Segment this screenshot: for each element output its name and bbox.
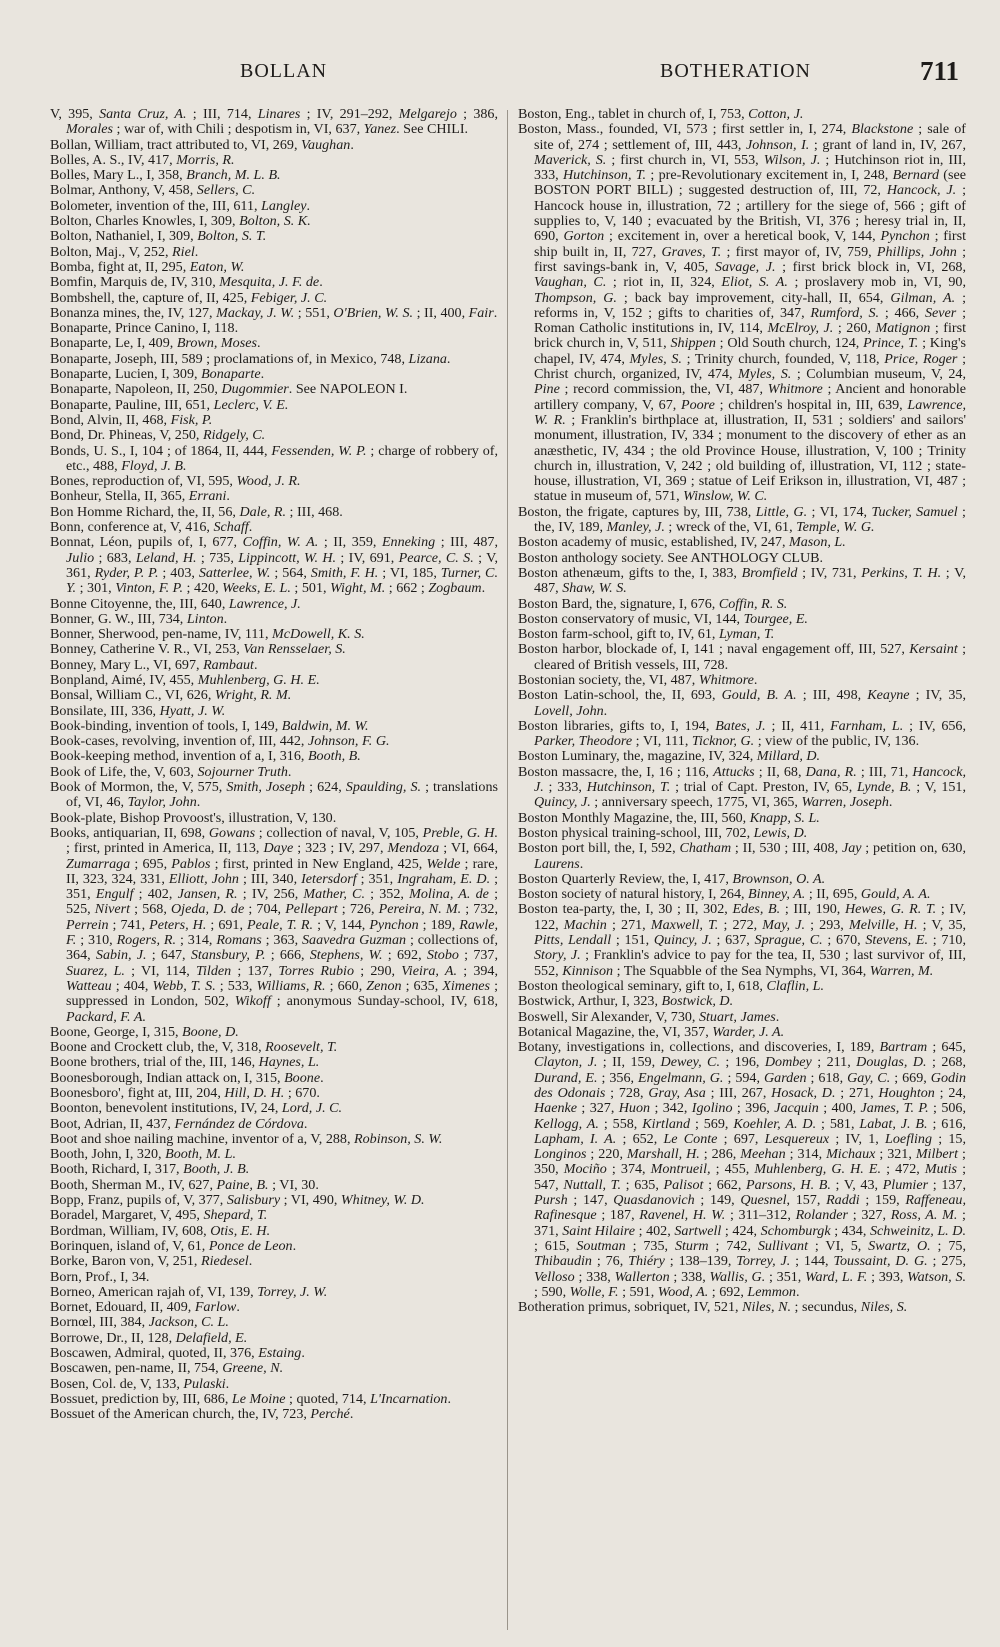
index-entry: Books, antiquarian, II, 698, Gowans ; collection of naval, V, 105, Preble, G. H. ; first, printed in America, II, 113, Daye ; 323 ; IV, 297, Mendoza ; VI, 664, Zumarraga ; 695, Pablos ; first, printed in New England, 425, Welde ; rare, II, 323, 324, 331, Elliott, John ; III, 340, Ietersdorf ; 351, Ingraham, E. D. ; 351, Engulf ; 402, Jansen, R. ; IV, 256, Mather, C. ; 352, Molina, A. de ; 525, Nivert ; 568, Ojeda, D. de ; 704, Pellepart ; 726, Pereira, N. M. ; 732, Perrein ; 741, Peters, H. ; 691, Peale, T. R. ; V, 144, Pynchon ; 189, Rawle, F. ; 310, Rogers, R. ; 314, Romans ; 363, Saavedra Guzman ; collections of, 364, Sabin, J. ; 647, Stansbury, P. ; 666, Stephens, W. ; 692, Stobo ; 737, Suarez, L. ; VI, 114, Tilden ; 137, Torres Rubio ; 290, Vieira, A. ; 394, Watteau ; 404, Webb, T. S. ; 533, Williams, R. ; 660, Zenon ; 635, Ximenes ; suppressed in London, 502, Wikoff ; anonymous Sunday-school, IV, 618, Packard, F. A. — [50, 824, 498, 1025]
index-entry: Bolmar, Anthony, V, 458, Sellers, C. — [50, 182, 256, 199]
index-entry: Boston Bard, the, signature, I, 676, Coffin, R. S. — [518, 595, 788, 612]
index-entry: Boston theological seminary, gift to, I, 618, Claflin, L. — [518, 977, 825, 994]
index-entry: Boone and Crockett club, the, V, 318, Roosevelt, T. — [50, 1039, 338, 1056]
index-entry: Boradel, Margaret, V, 495, Shepard, T. — [50, 1207, 268, 1224]
index-entry: Boonesboro', fight at, III, 204, Hill, D. H. ; 670. — [50, 1085, 320, 1101]
index-entry: Bonney, Mary L., VI, 697, Rambaut. — [50, 656, 258, 673]
index-entry: Boston anthology society. See ANTHOLOGY CLUB. — [518, 549, 824, 566]
index-entry: Boston, Eng., tablet in church of, I, 753, Cotton, J. — [518, 107, 804, 122]
right-column — [518, 107, 966, 1637]
index-entry: Boston Monthly Magazine, the, III, 560, Knapp, S. L. — [518, 809, 820, 826]
index-entry: Bordman, William, IV, 608, Otis, E. H. — [50, 1222, 271, 1239]
index-entry: Bostwick, Arthur, I, 323, Bostwick, D. — [518, 993, 734, 1010]
index-entry: Book-binding, invention of tools, I, 149, Baldwin, M. W. — [50, 717, 369, 734]
index-entry: Boonesborough, Indian attack on, I, 315, Boone. — [50, 1069, 324, 1086]
index-entry: Bond, Alvin, II, 468, Fisk, P. — [50, 411, 213, 428]
index-entry: V, 395, Santa Cruz, A. ; III, 714, Linares ; IV, 291–292, Melgarejo ; 386, Morales ; war of, with Chili ; despotism in, VI, 637, Yanez. See CHILI. — [50, 107, 498, 138]
index-entry: Bolton, Charles Knowles, I, 309, Bolton, S. K. — [50, 213, 311, 230]
index-entry: Bonds, U. S., I, 104 ; of 1864, II, 444, Fessenden, W. P. ; charge of robbery of, etc., 488, Floyd, J. B. — [50, 442, 498, 474]
index-entry: Bonanza mines, the, IV, 127, Mackay, J. W. ; 551, O'Brien, W. S. ; II, 400, Fair. — [50, 304, 498, 321]
index-entry: Book-plate, Bishop Provoost's, illustration, V, 130. — [50, 809, 337, 826]
index-entry: Botanical Magazine, the, VI, 357, Warder, J. A. — [518, 1023, 785, 1040]
index-entry: Bomba, fight at, II, 295, Eaton, W. — [50, 258, 245, 275]
index-entry: Botany, investigations in, collections, and discoveries, I, 189, Bartram ; 645, Clayton, J. ; II, 159, Dewey, C. ; 196, Dombey ; 211, Douglas, D. ; 268, Durand, E. ; 356, Engelmann, G. ; 594, Garden ; 618, Gay, C. ; 669, Godin des Odonais ; 728, Gray, Asa ; III, 267, Hosack, D. ; 271, Houghton ; 24, Haenke ; 327, Huon ; 342, Igolino ; 396, Jacquin ; 400, James, T. P. ; 506, Kellogg, A. ; 558, Kirtland ; 569, Koehler, A. D. ; 581, Labat, J. B. ; 616, Lapham, I. A. ; 652, Le Conte ; 697, Lesquereux ; IV, 1, Loefling ; 15, Longinos ; 220, Marshall, H. ; 286, Meehan ; 314, Michaux ; 321, Milbert ; 350, Mociño ; 374, Montrueil, ; 455, Muhlenberg, G. H. E. ; 472, Mutis ; 547, Nuttall, T. ; 635, Palisot ; 662, Parsons, H. B. ; V, 43, Plumier ; 137, Pursh ; 147, Quasdanovich ; 149, Quesnel, 157, Raddi ; 159, Raffeneau, Rafinesque ; 187, Ravenel, H. W. ; 311–312, Rolander ; 327, Ross, A. M. ; 371, Saint Hilaire ; 402, Sartwell ; 424, Schomburgk ; 434, Schweinitz, L. D. ; 615, Soutman ; 735, Sturm ; 742, Sullivant ; VI, 5, Swartz, O. ; 75, Thibaudin ; 76, Thiéry ; 138–139, Torrey, J. ; 144, Toussaint, D. G. ; 275, Velloso ; 338, Wallerton ; 338, Wallis, G. ; 351, Ward, L. F. ; 393, Watson, S. ; 590, Wolle, F. ; 591, Wood, A. ; 692, Lemmon. — [518, 1039, 966, 1300]
index-entry: Book of Life, the, V, 603, Sojourner Truth. — [50, 763, 292, 780]
index-entry: Booth, Sherman M., IV, 627, Paine, B. ; VI, 30. — [50, 1176, 319, 1193]
column-divider — [507, 110, 508, 1630]
index-entry: Bolometer, invention of the, III, 611, Langley. — [50, 197, 310, 214]
index-entry: Boscawen, Admiral, quoted, II, 376, Estaing. — [50, 1345, 305, 1362]
index-entry: Borke, Baron von, V, 251, Riedesel. — [50, 1253, 253, 1270]
index-entry: Boston Luminary, the, magazine, IV, 324, Millard, D. — [518, 748, 821, 765]
index-entry: Booth, Richard, I, 317, Booth, J. B. — [50, 1161, 250, 1178]
index-entry: Bolles, Mary L., I, 358, Branch, M. L. B. — [50, 167, 281, 184]
index-entry: Boston conservatory of music, VI, 144, Tourgee, E. — [518, 610, 808, 627]
index-entry: Boston farm-school, gift to, IV, 61, Lyman, T. — [518, 626, 775, 643]
index-entry: Bonner, G. W., III, 734, Linton. — [50, 610, 228, 627]
index-entry: Bolton, Maj., V, 252, Riel. — [50, 243, 199, 260]
index-entry: Boston academy of music, established, IV, 247, Mason, L. — [518, 534, 846, 551]
index-entry: Bones, reproduction of, VI, 595, Wood, J. R. — [50, 473, 301, 490]
index-entry: Bonaparte, Lucien, I, 309, Bonaparte. — [50, 366, 265, 383]
index-entry: Boston port bill, the, I, 592, Chatham ; II, 530 ; III, 408, Jay ; petition on, 630, Laurens. — [518, 840, 966, 872]
index-entry: Bonnat, Léon, pupils of, I, 677, Coffin, W. A. ; II, 359, Enneking ; III, 487, Julio ; 683, Leland, H. ; 735, Lippincott, W. H. ; IV, 691, Pearce, C. S. ; V, 361, Ryder, P. P. ; 403, Satterlee, W. ; 564, Smith, F. H. ; VI, 185, Turner, C. Y. ; 301, Vinton, F. P. ; 420, Weeks, E. L. ; 501, Wight, M. ; 662 ; Zogbaum. — [50, 534, 498, 597]
index-entry: Bombshell, the, capture of, II, 425, Febiger, J. C. — [50, 289, 328, 306]
index-entry: Bomfin, Marquis de, IV, 310, Mesquita, J. F. de. — [50, 274, 323, 291]
index-entry: Boston Quarterly Review, the, I, 417, Brownson, O. A. — [518, 870, 826, 887]
index-entry: Boston physical training-school, III, 702, Lewis, D. — [518, 824, 808, 841]
index-entry: Bonpland, Aimé, IV, 455, Muhlenberg, G. H. E. — [50, 671, 320, 688]
index-entry: Bossuet of the American church, the, IV, 723, Perché. — [50, 1406, 354, 1423]
index-entry: Bossuet, prediction by, III, 686, Le Moine ; quoted, 714, L'Incarnation. — [50, 1390, 452, 1407]
index-entry: Bonaparte, Joseph, III, 589 ; proclamations of, in Mexico, 748, Lizana. — [50, 350, 451, 367]
index-entry: Borrowe, Dr., II, 128, Delafield, E. — [50, 1329, 248, 1346]
index-entry: Boscawen, pen-name, II, 754, Greene, N. — [50, 1360, 284, 1377]
index-entry: Born, Prof., I, 34. — [50, 1268, 150, 1285]
index-entry: Bond, Dr. Phineas, V, 250, Ridgely, C. — [50, 427, 266, 444]
index-entry: Bonsal, William C., VI, 626, Wright, R. M. — [50, 687, 292, 704]
index-entry: Book-keeping method, invention of a, I, 316, Booth, B. — [50, 748, 361, 765]
index-entry: Bonney, Catherine V. R., VI, 253, Van Rensselaer, S. — [50, 641, 346, 658]
index-entry: Boston athenæum, gifts to the, I, 383, Bromfield ; IV, 731, Perkins, T. H. ; V, 487, Shaw, W. S. — [518, 564, 966, 597]
index-entry: Bolton, Nathaniel, I, 309, Bolton, S. T. — [50, 228, 267, 245]
index-entry: Bopp, Franz, pupils of, V, 377, Salisbury ; VI, 490, Whitney, W. D. — [50, 1192, 425, 1209]
index-entry: Boston Latin-school, the, II, 693, Gould, B. A. ; III, 498, Keayne ; IV, 35, Lovell, John. — [518, 687, 966, 719]
index-entry: Boston, the frigate, captures by, III, 738, Little, G. ; VI, 174, Tucker, Samuel ; the, IV, 189, Manley, J. ; wreck of the, VI, 61, Temple, W. G. — [518, 503, 966, 536]
index-entry: Bosen, Col. de, V, 133, Pulaski. — [50, 1375, 230, 1392]
index-entry: Bonaparte, Napoleon, II, 250, Dugommier. See NAPOLEON I. — [50, 381, 408, 398]
index-entry: Boston society of natural history, I, 264, Binney, A. ; II, 695, Gould, A. A. — [518, 886, 931, 903]
index-entry: Bollan, William, tract attributed to, VI, 269, Vaughan. — [50, 136, 354, 153]
index-entry: Bornet, Edouard, II, 409, Farlow. — [50, 1299, 240, 1316]
index-entry: Boswell, Sir Alexander, V, 730, Stuart, James. — [518, 1008, 780, 1025]
index-entry: Boonton, benevolent institutions, IV, 24, Lord, J. C. — [50, 1100, 343, 1117]
index-entry: Bonheur, Stella, II, 365, Errani. — [50, 488, 230, 505]
index-entry: Booth, John, I, 320, Booth, M. L. — [50, 1146, 236, 1163]
index-entry: Boston harbor, blockade of, I, 141 ; naval engagement off, III, 527, Kersaint ; cleared of British vessels, III, 728. — [518, 641, 966, 673]
index-entry: Borinquen, island of, V, 61, Ponce de Leon. — [50, 1237, 297, 1254]
index-entry: Bonaparte, Pauline, III, 651, Leclerc, V. E. — [50, 396, 289, 413]
index-entry: Boot, Adrian, II, 437, Fernández de Córdova. — [50, 1115, 308, 1132]
index-entry: Boone brothers, trial of the, III, 146, Haynes, L. — [50, 1054, 320, 1071]
index-entry: Bonne Citoyenne, the, III, 640, Lawrence, J. — [50, 595, 301, 612]
index-entry: Boot and shoe nailing machine, inventor of a, V, 288, Robinson, S. W. — [50, 1130, 443, 1147]
index-entry: Boston, Mass., founded, VI, 573 ; first settler in, I, 274, Blackstone ; sale of site of, 274 ; settlement of, III, 443, Johnson, I. ; grant of land in, IV, 267, Maverick, S. ; first church in, VI, 553, Wilson, J. ; Hutchinson riot in, III, 333, Hutchinson, T. ; pre-Revolutionary excitement in, I, 248, Bernard (see BOSTON PORT BILL) ; suggested destruction of, III, 72, Hancock, J. ; Hancock house in, illustration, 72 ; artillery for the siege of, 566 ; gift of supplies to, V, 140 ; evacuated by the British, VI, 376 ; heresy trial in, II, 690, Gorton ; excitement in, over a heretical book, V, 144, Pynchon ; first ship built in, II, 727, Graves, T. ; first mayor of, IV, 759, Phillips, John ; first savings-bank in, V, 405, Savage, J. ; first brick block in, VI, 268, Vaughan, C. ; riot in, II, 324, Eliot, S. A. ; proslavery mob in, VI, 90, Thompson, G. ; back bay improvement, city-hall, II, 654, Gilman, A. ; reforms in, V, 152 ; gifts to charities of, 347, Rumford, S. ; 466, Sever ; Roman Catholic institutions in, IV, 114, McElroy, J. ; 260, Matignon ; first brick church in, V, 511, Shippen ; Old South church, 124, Prince, T. ; King's chapel, IV, 474, Myles, S. ; Trinity church, founded, V, 118, Price, Roger ; Christ church, organized, IV, 474, Myles, S. ; Columbian museum, V, 24, Pine ; record commission, the, VI, 487, Whitmore ; Ancient and honorable artillery company, V, 67, Poore ; children's hospital in, III, 639, Lawrence, W. R. ; Franklin's birthplace at, illustration, II, 531 ; soldiers' and sailors' monument, illustration, IV, 334 ; monument to the discovery of ether as an anæsthetic, IV, 434 ; the old Province House, illustration, V, 100 ; Trinity church in, illustration, V, 242 ; old building of, illustration, VI, 112 ; state-house, illustration, VI, 369 ; statue of Leif Erikson in, illustration, VI, 487 ; statue in museum of, 571, Winslow, W. C. — [518, 121, 966, 505]
index-entry: Boone, George, I, 315, Boone, D. — [50, 1023, 239, 1040]
index-entry: Bonaparte, Le, I, 409, Brown, Moses. — [50, 335, 261, 352]
page-number: 711 — [920, 56, 960, 86]
index-entry: Book-cases, revolving, invention of, III, 442, Johnson, F. G. — [50, 733, 390, 750]
index-entry: Botheration primus, sobriquet, IV, 521, Niles, N. ; secundus, Niles, S. — [518, 1299, 908, 1316]
header-right-word: BOTHERATION — [660, 60, 811, 82]
index-entry: Borneo, American rajah of, VI, 139, Torrey, J. W. — [50, 1283, 328, 1300]
index-entry: Bon Homme Richard, the, II, 56, Dale, R. ; III, 468. — [50, 503, 343, 520]
index-entry: Bostonian society, the, VI, 487, Whitmore. — [518, 671, 758, 688]
index-entry: Bolles, A. S., IV, 417, Morris, R. — [50, 151, 235, 168]
index-entry: Boston tea-party, the, I, 30 ; II, 302, Edes, B. ; III, 190, Hewes, G. R. T. ; IV, 122, Machin ; 271, Maxwell, T. ; 272, May, J. ; 293, Melville, H. ; V, 35, Pitts, Lendall ; 151, Quincy, J. ; 637, Sprague, C. ; 670, Stevens, E. ; 710, Story, J. ; Franklin's advice to pay for the tea, II, 530 ; last survivor of, III, 552, Kinnison ; The Squabble of the Sea Nymphs, VI, 364, Warren, M. — [518, 901, 966, 979]
running-header — [0, 58, 1000, 98]
index-entry: Bonn, conference at, V, 416, Schaff. — [50, 519, 253, 536]
index-entry: Book of Mormon, the, V, 575, Smith, Joseph ; 624, Spaulding, S. ; translations of, VI, 46, Taylor, John. — [50, 779, 498, 811]
index-entry: Boston massacre, the, I, 16 ; 116, Attucks ; II, 68, Dana, R. ; III, 71, Hancock, J. ; 333, Hutchinson, T. ; trial of Capt. Preston, IV, 65, Lynde, B. ; V, 151, Quincy, J. ; anniversary speech, 1775, VI, 365, Warren, Joseph. — [518, 763, 966, 811]
index-entry: Bonner, Sherwood, pen-name, IV, 111, McDowell, K. S. — [50, 626, 365, 643]
index-entry: Bonsilate, III, 336, Hyatt, J. W. — [50, 702, 226, 719]
index-entry: Bornœl, III, 384, Jackson, C. L. — [50, 1314, 229, 1331]
index-entry: Boston libraries, gifts to, I, 194, Bates, J. ; II, 411, Farnham, L. ; IV, 656, Parker, Theodore ; VI, 111, Ticknor, G. ; view of the public, IV, 136. — [518, 717, 966, 750]
index-entry: Bonaparte, Prince Canino, I, 118. — [50, 320, 239, 337]
left-column — [50, 107, 498, 1637]
header-left-word: BOLLAN — [240, 60, 328, 82]
